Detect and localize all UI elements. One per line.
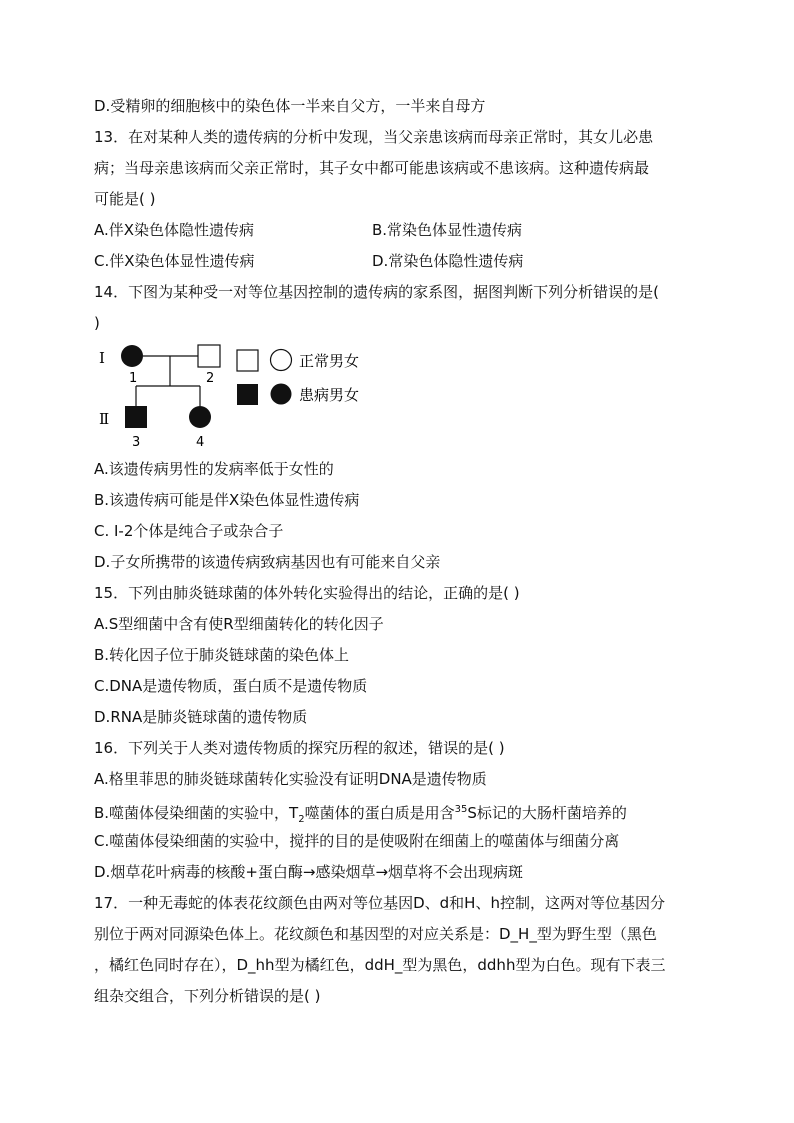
q16-option-a: A.格里菲思的肺炎链球菌转化实验没有证明DNA是遗传物质 bbox=[94, 770, 487, 788]
q15-stem: 15．下列由肺炎链球菌的体外转化实验得出的结论，正确的是( ) bbox=[94, 584, 520, 602]
q16-option-c: C.噬菌体侵染细菌的实验中，搅拌的目的是使吸附在细菌上的噬菌体与细菌分离 bbox=[94, 832, 620, 850]
q17-stem-line2: 别位于两对同源染色体上。花纹颜色和基因型的对应关系是：D_H_型为野生型（黑色 bbox=[94, 925, 657, 943]
q14-option-b: B.该遗传病可能是伴X染色体显性遗传病 bbox=[94, 491, 360, 509]
q17-stem-line4: 组杂交组合，下列分析错误的是( ) bbox=[94, 987, 321, 1005]
legend-affected-male-icon bbox=[237, 384, 258, 405]
q14-stem-line2: ) bbox=[94, 314, 100, 332]
individual-II3-affected-male bbox=[125, 406, 147, 428]
individual-number-3: 3 bbox=[132, 435, 141, 450]
q13-stem-line2: 病；当母亲患该病而父亲正常时，其子女中都可能患该病或不患该病。这种遗传病最 bbox=[94, 159, 650, 177]
individual-I2-normal-male bbox=[198, 345, 220, 367]
q13-stem-line1: 13．在对某种人类的遗传病的分析中发现，当父亲患该病而母亲正常时，其女儿必患 bbox=[94, 128, 654, 146]
q14-stem-line1: 14．下图为某种受一对等位基因控制的遗传病的家系图，据图判断下列分析错误的是( bbox=[94, 283, 659, 301]
q16-option-b-part1: B.噬菌体侵染细菌的实验中，T bbox=[94, 804, 299, 822]
q15-option-b: B.转化因子位于肺炎链球菌的染色体上 bbox=[94, 646, 350, 664]
q16-option-b bbox=[94, 800, 627, 830]
q15-option-d: D.RNA是肺炎链球菌的遗传物质 bbox=[94, 708, 308, 726]
generation-label-2: Ⅱ bbox=[99, 410, 110, 428]
t2-subscript: 2 bbox=[298, 814, 305, 825]
q14-option-c: C. Ⅰ-2个体是纯合子或杂合子 bbox=[94, 522, 284, 540]
legend-normal-male-icon bbox=[237, 350, 258, 371]
q13-option-b: B.常染色体显性遗传病 bbox=[372, 221, 523, 239]
q14-option-d: D.子女所携带的该遗传病致病基因也有可能来自父亲 bbox=[94, 553, 441, 571]
q15-option-a: A.S型细菌中含有使R型细菌转化的转化因子 bbox=[94, 615, 384, 633]
individual-number-1: 1 bbox=[129, 371, 138, 386]
individual-I1-affected-female bbox=[121, 345, 143, 367]
legend-affected-female-icon bbox=[271, 384, 292, 405]
s35-superscript: 35 bbox=[454, 804, 468, 815]
individual-II4-affected-female bbox=[189, 406, 211, 428]
q17-stem-line1: 17．一种无毒蛇的体表花纹颜色由两对等位基因D、d和H、h控制，这两对等位基因分 bbox=[94, 894, 665, 912]
q13-option-a: A.伴X染色体隐性遗传病 bbox=[94, 221, 255, 239]
q16-option-b-part3: S标记的大肠杆菌培养的 bbox=[467, 804, 627, 822]
generation-label-1: Ⅰ bbox=[99, 349, 105, 367]
q16-stem: 16．下列关于人类对遗传物质的探究历程的叙述，错误的是( ) bbox=[94, 739, 505, 757]
legend-affected-label: 患病男女 bbox=[299, 386, 360, 404]
pedigree-diagram bbox=[96, 338, 376, 450]
q13-stem-line3: 可能是( ) bbox=[94, 190, 156, 208]
q13-option-d: D.常染色体隐性遗传病 bbox=[372, 252, 524, 270]
q13-option-c: C.伴X染色体显性遗传病 bbox=[94, 252, 255, 270]
q16-option-d: D.烟草花叶病毒的核酸+蛋白酶→感染烟草→烟草将不会出现病斑 bbox=[94, 863, 524, 881]
q15-option-c: C.DNA是遗传物质，蛋白质不是遗传物质 bbox=[94, 677, 368, 695]
q14-option-a: A.该遗传病男性的发病率低于女性的 bbox=[94, 460, 334, 478]
individual-number-2: 2 bbox=[206, 371, 215, 386]
q12-option-d: D.受精卵的细胞核中的染色体一半来自父方，一半来自母方 bbox=[94, 97, 486, 115]
individual-number-4: 4 bbox=[196, 435, 205, 450]
legend-normal-female-icon bbox=[271, 350, 292, 371]
legend-normal-label: 正常男女 bbox=[299, 352, 360, 370]
q17-stem-line3: ，橘红色同时存在），D_hh型为橘红色，ddH_型为黑色，ddhh型为白色。现有下表三 bbox=[94, 956, 666, 974]
q16-option-b-part2: 噬菌体的蛋白质是用含 bbox=[304, 804, 455, 822]
